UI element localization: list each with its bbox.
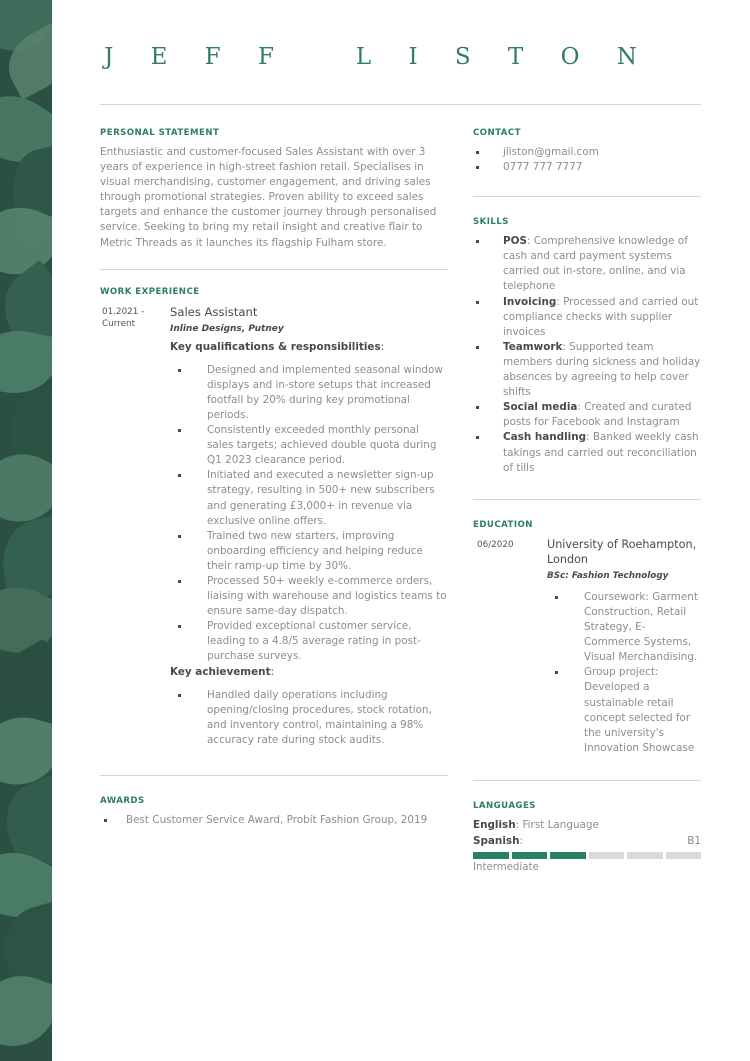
list-item: Coursework: Garment Construction, Retail Strategy, E-Commerce Systems, Visual Merchandising. [547, 590, 701, 665]
achievement-label-text: Key achievement [170, 665, 271, 678]
language-name: English [473, 818, 516, 831]
page-title: J E F F L I S T O N [104, 44, 652, 70]
education-entry [473, 537, 701, 756]
list-item: Best Customer Service Award, Probit Fashion Group, 2019 [100, 813, 448, 828]
section-heading-skills: SKILLS [473, 217, 509, 228]
section-heading-work-experience: WORK EXPERIENCE [100, 286, 200, 297]
education-degree: BSc: Fashion Technology [547, 570, 669, 581]
skill-text: : Created and curated posts for Facebook and Instagram [503, 401, 692, 429]
header-divider [100, 104, 701, 105]
section-divider [100, 775, 448, 776]
education-details-list [547, 590, 701, 756]
skill-label: Social media [503, 401, 578, 414]
work-responsibilities-list [170, 363, 448, 665]
list-item: Provided exceptional customer service, leading to a 4.8/5 average rating in post-purchase surveys. [170, 619, 448, 664]
section-skills [473, 217, 701, 476]
section-languages [473, 801, 701, 875]
proficiency-segment-empty [589, 852, 625, 859]
section-divider [100, 269, 448, 270]
education-body [547, 537, 701, 756]
section-divider [473, 780, 701, 781]
decorative-leaf-strip [0, 0, 52, 1061]
list-item [473, 400, 701, 430]
list-item [473, 340, 701, 400]
language-level-badge: B1 [687, 834, 701, 847]
skill-text: : Supported team members during sickness and holiday absences by agreeing to help cover shifts [503, 340, 701, 399]
right-column [473, 128, 701, 875]
language-entry-spanish [473, 834, 701, 850]
section-divider [473, 196, 701, 197]
proficiency-segment-filled [473, 852, 509, 859]
skill-label: Cash handling [503, 431, 587, 444]
resume-page [52, 0, 750, 1061]
responsibilities-label-colon: : [380, 340, 385, 353]
proficiency-segment-empty [627, 852, 663, 859]
contact-email[interactable]: jliston@gmail.com [473, 145, 701, 160]
work-entry-company: Inline Designs, Putney [170, 323, 284, 334]
achievement-label-colon: : [270, 665, 275, 678]
section-education [473, 520, 701, 756]
proficiency-segment-filled [512, 852, 548, 859]
work-entry-job-title: Sales Assistant [170, 304, 258, 319]
language-value: : [519, 834, 523, 847]
list-item [473, 234, 701, 294]
section-awards [100, 796, 448, 828]
skill-label: POS [503, 235, 527, 248]
language-entry-english [473, 818, 701, 834]
section-heading-languages: LANGUAGES [473, 800, 536, 811]
language-proficiency-bar [473, 852, 701, 859]
work-entry-responsibilities-label [170, 340, 448, 354]
proficiency-segment-filled [550, 852, 586, 859]
list-item: Processed 50+ weekly e-commerce orders, liaising with warehouse and logistics teams to ensure same-day dispatch. [170, 574, 448, 619]
skill-text: : Processed and carried out compliance checks with supplier invoices [503, 295, 699, 338]
list-item: Consistently exceeded monthly personal sales targets; achieved double quota during Q1 2023 clearance period. [170, 423, 448, 468]
left-column [100, 128, 448, 828]
list-item: Trained two new starters, improving onboarding efficiency and helping reduce their ramp-up time by 30%. [170, 529, 448, 574]
skill-text: : Comprehensive knowledge of cash and card payment systems carried out in-store, online, and via telephone [503, 235, 688, 293]
education-institution: University of Roehampton, London [547, 537, 697, 567]
skills-list [473, 234, 701, 476]
work-entry-date: 01.2021 - Current [102, 306, 145, 330]
work-entry-achievement-label [170, 665, 448, 679]
work-achievements-list [170, 688, 448, 748]
section-divider [473, 499, 701, 500]
skill-label: Teamwork [503, 340, 563, 353]
skill-text: : Banked weekly cash takings and carried out reconciliation of tills [503, 431, 699, 474]
contact-list [473, 145, 701, 175]
work-entry-body [170, 304, 448, 748]
skill-label: Invoicing [503, 295, 557, 308]
section-work-experience [100, 287, 448, 748]
list-item: Handled daily operations including opening/closing procedures, stock rotation, and inventory control, maintaining a 98% accuracy rate during stock audits. [170, 688, 448, 748]
proficiency-segment-empty [666, 852, 702, 859]
section-heading-personal-statement: PERSONAL STATEMENT [100, 128, 220, 138]
list-item: Designed and implemented seasonal window displays and in-store setups that increased footfall by 20% during key promotional periods. [170, 363, 448, 423]
personal-statement-text: Enthusiastic and customer-focused Sales Assistant with over 3 years of experience in high-street fashion retail. Specialises in visual merchandising, customer engagement, and driving sales through promotional strategies. Proven ability to exceed sales targets and enhance the customer journey through personalised service. Seeking to bring my retail insight and creative flair to Metric Threads as it launches its flagship Fulham store. [100, 146, 437, 249]
awards-list [100, 813, 448, 828]
section-contact [473, 128, 701, 175]
language-name: Spanish [473, 834, 520, 847]
list-item: Group project: Developed a sustainable retail concept selected for the university's Innovation Showcase [547, 665, 701, 756]
list-item [473, 295, 701, 340]
list-item [473, 430, 701, 475]
language-proficiency-note: Intermediate [473, 862, 539, 874]
section-heading-education: EDUCATION [473, 519, 533, 530]
section-heading-awards: AWARDS [100, 795, 145, 806]
contact-phone: 0777 777 7777 [473, 160, 701, 175]
list-item: Initiated and executed a newsletter sign-up strategy, resulting in 500+ new subscribers and generating £3,000+ in revenue via exclusive online offers. [170, 468, 448, 528]
language-value: : First Language [515, 818, 599, 831]
education-date: 06/2020 [477, 539, 514, 550]
work-entry [100, 304, 448, 748]
section-heading-contact: CONTACT [473, 128, 521, 138]
section-personal-statement [100, 128, 448, 251]
responsibilities-label-text: Key qualifications & responsibilities [170, 340, 381, 353]
